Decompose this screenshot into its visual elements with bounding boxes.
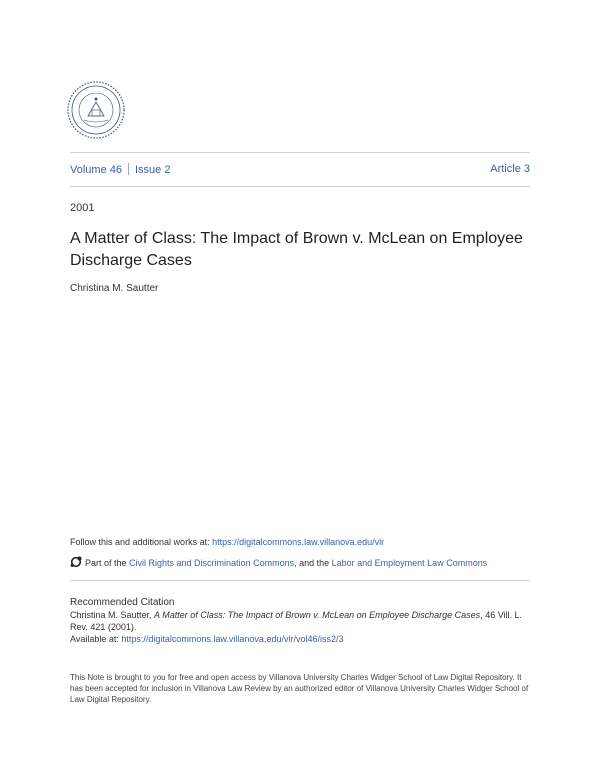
labor-employment-commons-link[interactable]: Labor and Employment Law Commons <box>331 558 488 568</box>
header-rule-top <box>70 152 530 153</box>
author-name: Christina M. Sautter <box>70 283 159 294</box>
university-seal-icon <box>66 80 126 140</box>
article-title: A Matter of Class: The Impact of Brown v. McLean on Employee Discharge Cases <box>70 230 523 269</box>
citation-body <box>70 609 540 645</box>
follow-line <box>70 537 384 547</box>
available-prefix: Available at: <box>70 634 122 644</box>
repository-note: This Note is brought to you for free and open access by Villanova University Charles Widger School of Law Digital Repository. It has been accepted for inclusion in Villanova Law Review by an authorized editor of Villanova University Charles Widger School of Law Digital Repository. <box>70 673 529 704</box>
citation-heading: Recommended Citation <box>70 597 175 608</box>
citation-source: , 46 Vill. L. Rev. 421 (2001). <box>70 610 523 632</box>
citation-title: A Matter of Class: The Impact of Brown v. McLean on Employee Discharge Cases <box>154 610 481 620</box>
article-link[interactable]: Article 3 <box>490 163 530 175</box>
citation-author: Christina M. Sautter, <box>70 610 155 620</box>
civil-rights-commons-link[interactable]: Civil Rights and Discrimination Commons <box>129 558 295 568</box>
volume-link[interactable]: Volume 46 <box>70 164 122 176</box>
follow-link[interactable]: https://digitalcommons.law.villanova.edu/vlr <box>212 537 385 547</box>
citation-rule <box>70 580 530 581</box>
header-rule-bottom <box>70 186 530 187</box>
part-of-line <box>70 556 487 568</box>
follow-prefix: Follow this and additional works at: <box>70 537 213 547</box>
issue-navigation <box>70 163 530 179</box>
available-link[interactable]: https://digitalcommons.law.villanova.edu/vlr/vol46/iss2/3 <box>121 634 344 644</box>
commons-network-icon <box>70 556 82 568</box>
part-of-prefix: Part of the <box>85 558 130 568</box>
separator <box>128 163 129 175</box>
part-of-middle: , and the <box>294 558 332 568</box>
issue-link[interactable]: Issue 2 <box>134 164 171 176</box>
publication-year: 2001 <box>70 202 95 214</box>
